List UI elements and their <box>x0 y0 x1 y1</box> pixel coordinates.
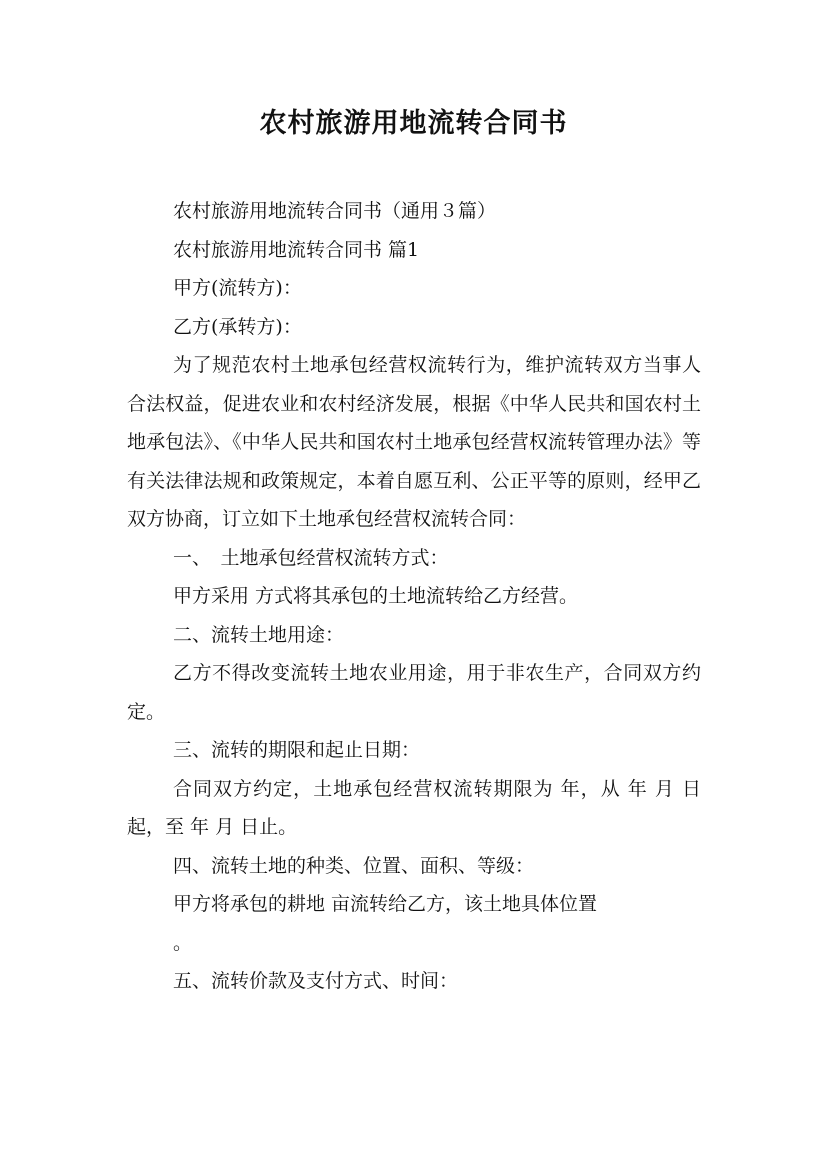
paragraph-clause-4-text: 甲方将承包的耕地 亩流转给乙方，该土地具体位置 <box>173 893 598 915</box>
paragraph-clause-4-heading: 四、流转土地的种类、位置、面积、等级： <box>173 854 535 877</box>
document-body <box>127 192 701 1001</box>
paragraph-clause-4-end: 。 <box>173 931 193 954</box>
paragraph-clause-3-heading: 三、流转的期限和起止日期： <box>173 739 421 761</box>
document-title: 农村旅游用地流转合同书 <box>259 108 568 139</box>
paragraph-clause-1-text: 甲方采用 方式将其承包的土地流转给乙方经营。 <box>173 585 579 607</box>
paragraph-clause-2-text: 乙方不得改变流转土地农业用途，用于非农生产，合同双方约定。 <box>127 662 701 723</box>
paragraph-clause-1-heading: 一、 土地承包经营权流转方式： <box>173 546 449 569</box>
paragraph-subtitle: 农村旅游用地流转合同书（通用３篇） <box>173 200 497 222</box>
paragraph-party-a: 甲方(流转方)： <box>173 277 302 299</box>
paragraph-section-heading: 农村旅游用地流转合同书 篇1 <box>173 238 420 261</box>
paragraph-preamble: 为了规范农村土地承包经营权流转行为，维护流转双方当事人合法权益，促进农业和农村经济发展，根据《中华人民共和国农村土地承包法》、《中华人民共和国农村土地承包经营权流转管理办法》等有关法律法规和政策规定，本着自愿互利、公正平等的原则，经甲乙双方协商，订立如下土地承包经营权流转合同： <box>127 354 701 530</box>
paragraph-clause-2-heading: 二、流转土地用途： <box>173 623 345 646</box>
paragraph-clause-5-heading: 五、流转价款及支付方式、时间： <box>173 970 459 992</box>
paragraph-party-b: 乙方(承转方)： <box>173 315 302 338</box>
paragraph-clause-3-text: 合同双方约定，土地承包经营权流转期限为 年，从 年 月 日起，至 年 月 日止。 <box>127 777 701 838</box>
